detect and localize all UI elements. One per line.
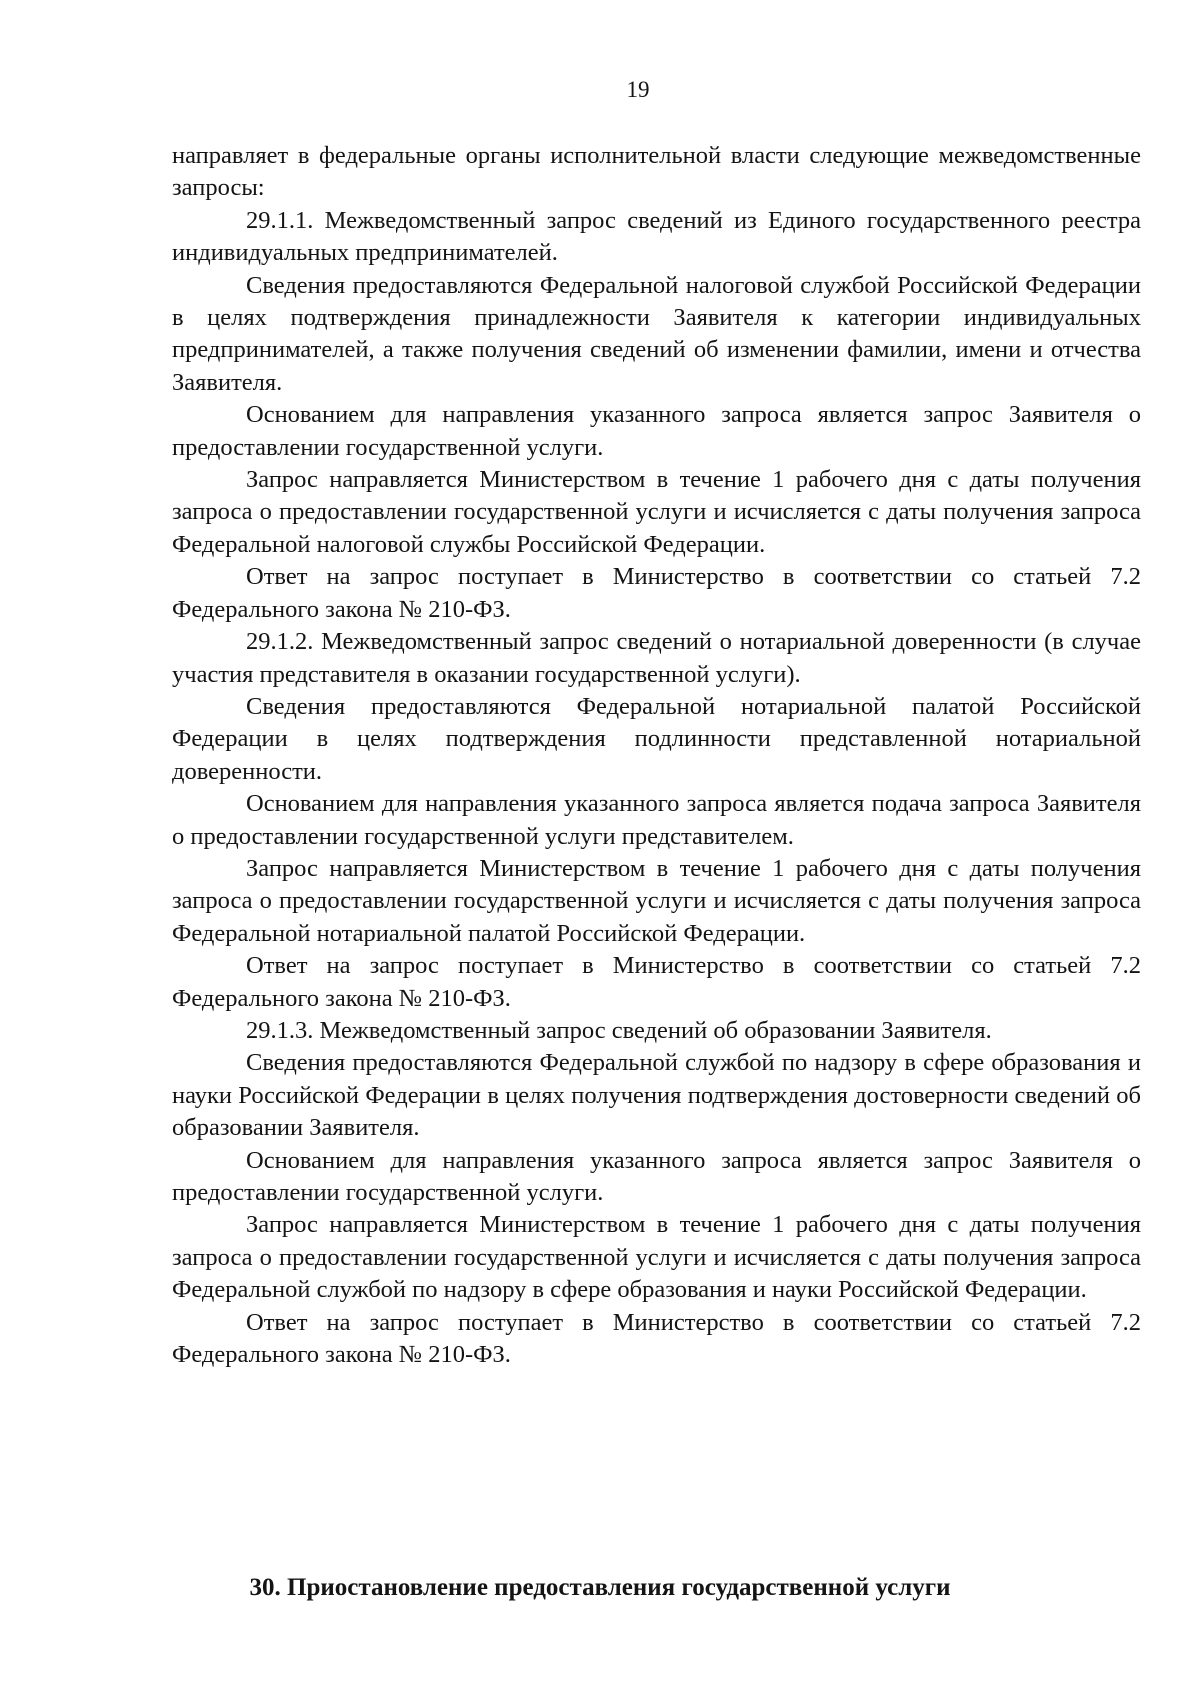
paragraph: Основанием для направления указанного запроса является запрос Заявителя о предоставлении государственной услуги. [172,401,1141,461]
page-number: 19 [626,77,650,102]
paragraph-29-1-2-heading: 29.1.2. Межведомственный запрос сведений о нотариальной доверенности (в случае участия представителя в оказании государственной услуги). [172,628,1141,688]
paragraph: Основанием для направления указанного запроса является подача запроса Заявителя о предоставлении государственной услуги представителем. [172,790,1141,850]
section-heading: 30. Приостановление предоставления государственной услуги [249,1574,951,1601]
paragraph: Запрос направляется Министерством в течение 1 рабочего дня с даты получения запроса о предоставлении государственной услуги и исчисляется с даты получения запроса Федеральной нотариальной палатой Российской Федерации. [172,854,1141,947]
paragraph: Сведения предоставляются Федеральной службой по надзору в сфере образования и науки Российской Федерации в целях получения подтверждения достоверности сведений об образовании Заявителя. [172,1049,1141,1142]
paragraph: Ответ на запрос поступает в Министерство в соответствии со статьей 7.2 Федерального закона № 210-ФЗ. [172,952,1141,1012]
paragraph: Основанием для направления указанного запроса является запрос Заявителя о предоставлении государственной услуги. [172,1146,1141,1206]
paragraph: Сведения предоставляются Федеральной налоговой службой Российской Федерации в целях подтверждения принадлежности Заявителя к категории индивидуальных предпринимателей, а также получения сведений об изменении фамилии, имени и отчества Заявителя. [172,271,1141,396]
paragraph-29-1-1-heading: 29.1.1. Межведомственный запрос сведений из Единого государственного реестра индивидуальных предпринимателей. [172,206,1141,267]
paragraph-29-1-3-heading: 29.1.3. Межведомственный запрос сведений об образовании Заявителя. [246,1016,992,1044]
paragraph: Ответ на запрос поступает в Министерство в соответствии со статьей 7.2 Федерального закона № 210-ФЗ. [172,563,1141,623]
paragraph: Сведения предоставляются Федеральной нотариальной палатой Российской Федерации в целях подтверждения подлинности представленной нотариальной доверенности. [172,692,1141,785]
paragraph: Ответ на запрос поступает в Министерство в соответствии со статьей 7.2 Федерального закона № 210-ФЗ. [172,1308,1141,1369]
paragraph: Запрос направляется Министерством в течение 1 рабочего дня с даты получения запроса о предоставлении государственной услуги и исчисляется с даты получения запроса Федеральной службой по надзору в сфере образования и науки Российской Федерации. [172,1211,1141,1304]
paragraph: Запрос направляется Министерством в течение 1 рабочего дня с даты получения запроса о предоставлении государственной услуги и исчисляется с даты получения запроса Федеральной налоговой службы Российской Федерации. [172,466,1141,558]
document-body [172,140,1141,1371]
paragraph-continuation: направляет в федеральные органы исполнительной власти следующие межведомственные запросы: [172,142,1141,202]
